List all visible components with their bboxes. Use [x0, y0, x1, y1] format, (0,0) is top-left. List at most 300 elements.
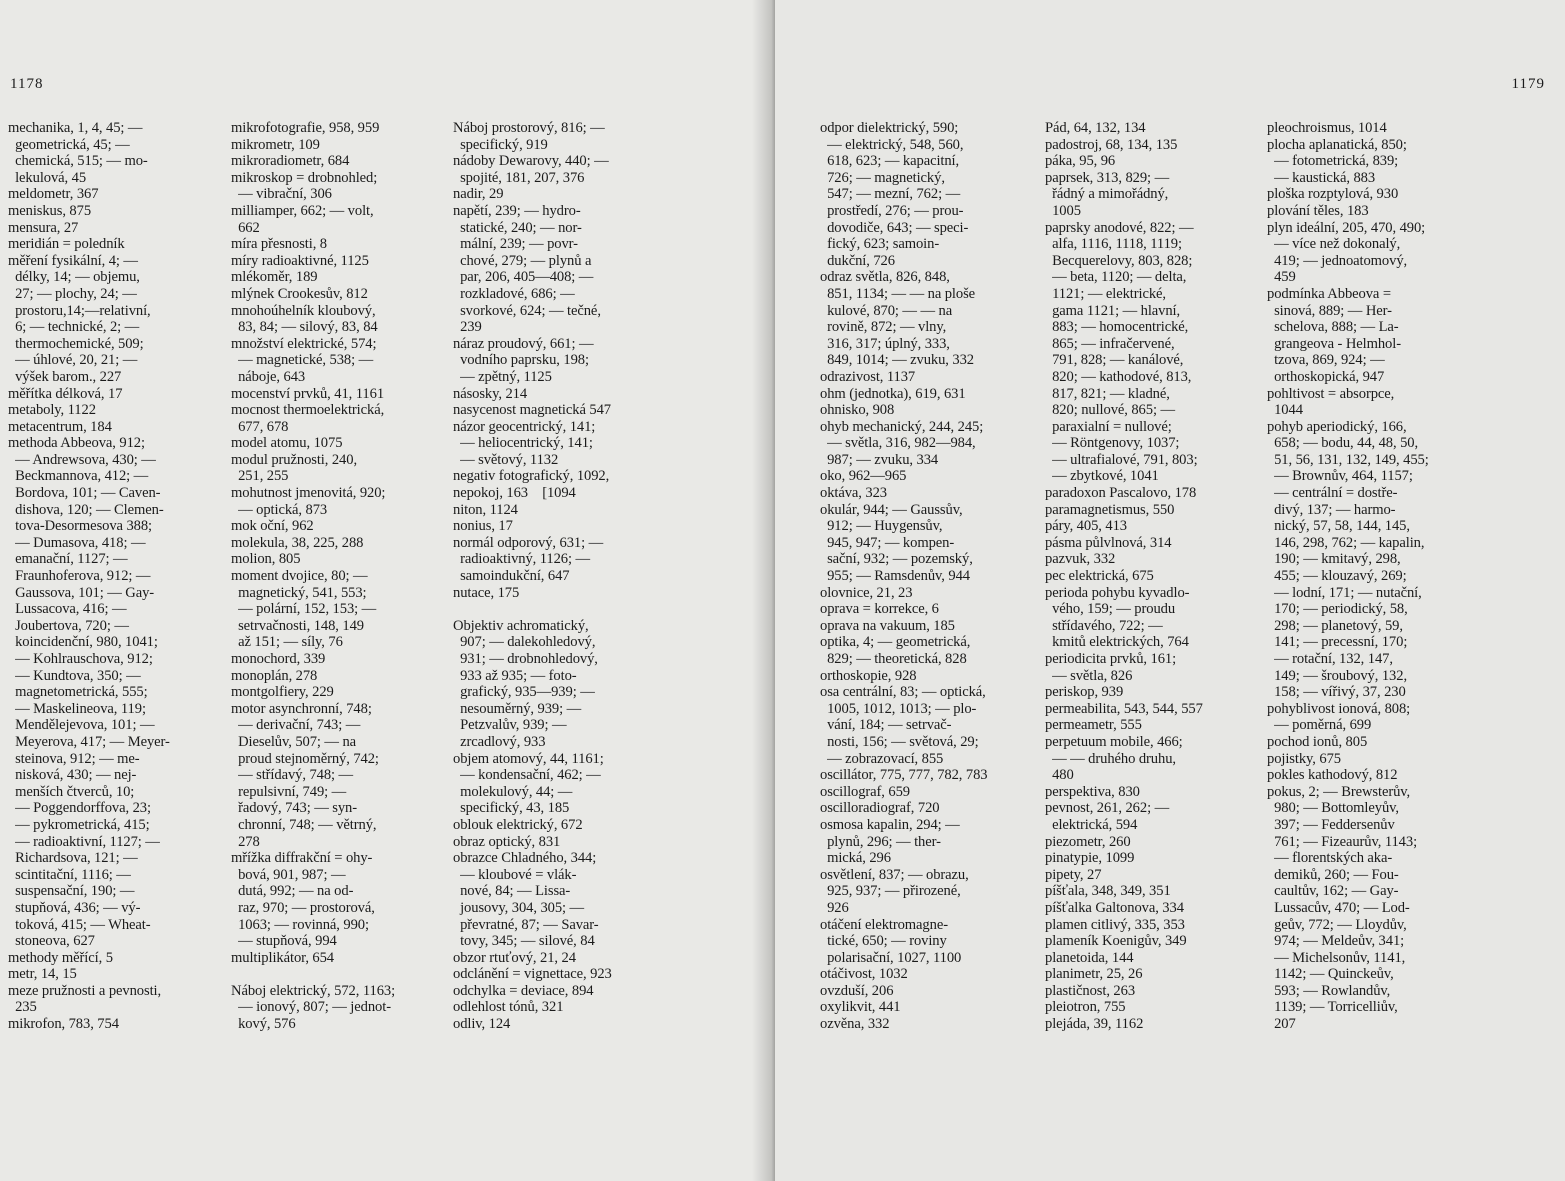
index-entry-line: metaboly, 1122	[8, 402, 96, 419]
index-entry-line: paradoxon Pascalovo, 178	[1045, 485, 1197, 502]
index-entry-line: paprsky anodové, 822; —	[1045, 219, 1194, 236]
index-entry-line: tické, 650; — roviny	[820, 933, 947, 950]
index-entry-line: pipety, 27	[1045, 866, 1102, 883]
index-entry-line: pohyb aperiodický, 166,	[1267, 418, 1407, 435]
index-entry-line: 27; — plochy, 24; —	[8, 285, 137, 302]
index-entry-line: meniskus, 875	[8, 202, 92, 219]
index-entry-line: vého, 159; — proudu	[1045, 601, 1176, 618]
index-entry-line: — fotometrická, 839;	[1267, 153, 1399, 170]
index-entry-line: osa centrální, 83; — optická,	[820, 684, 986, 701]
index-entry-line: plejáda, 39, 1162	[1045, 1016, 1144, 1033]
index-entry-line: nosti, 156; — světová, 29;	[820, 733, 979, 750]
index-entry-line: 459	[1267, 269, 1296, 286]
index-entry-line: oprava = korrekce, 6	[820, 601, 939, 618]
index-entry-line: množství elektrické, 574;	[231, 335, 377, 352]
index-entry-line: — Poggendorffova, 23;	[8, 800, 151, 817]
index-entry-line: Fraunhoferova, 912; —	[8, 568, 151, 585]
index-entry-line: pec elektrická, 675	[1045, 568, 1154, 585]
index-entry-line: názor geocentrický, 141;	[453, 418, 596, 435]
index-entry-line: — zpětný, 1125	[453, 368, 552, 385]
left-page	[0, 0, 775, 1181]
index-entry-line: stupňová, 436; — vý-	[8, 899, 141, 916]
index-entry-line: demiků, 260; — Fou-	[1267, 866, 1399, 883]
index-entry-line: Becquerelovy, 803, 828;	[1045, 252, 1193, 269]
index-entry-line: 677, 678	[231, 418, 289, 435]
index-entry-line: vodního paprsku, 198;	[453, 352, 589, 369]
index-entry-line: statické, 240; — nor-	[453, 219, 582, 236]
index-entry-line: 480	[1045, 767, 1074, 784]
index-entry-line: chemická, 515; — mo-	[8, 153, 148, 170]
index-entry-line: páka, 95, 96	[1045, 153, 1116, 170]
index-entry-line: 235	[8, 999, 37, 1016]
index-entry-line: nádoby Dewarovy, 440; —	[453, 153, 609, 170]
index-entry-line: Dieselův, 507; — na	[231, 733, 357, 750]
index-entry-line: Objektiv achromatický,	[453, 617, 589, 634]
index-entry-line: 849, 1014; — zvuku, 332	[820, 352, 974, 369]
index-entry-line: 907; — dalekohledový,	[453, 634, 596, 651]
index-column-3	[453, 120, 675, 1170]
index-entry-line: sinová, 889; — Her-	[1267, 302, 1392, 319]
index-entry-line: pohltivost = absorpce,	[1267, 385, 1395, 402]
index-entry-line: osvětlení, 837; — obrazu,	[820, 866, 969, 883]
index-entry-line: až 151; — síly, 76	[231, 634, 343, 651]
index-entry-line: metr, 14, 15	[8, 966, 77, 983]
index-entry-line: mikroradiometr, 684	[231, 153, 350, 170]
index-entry-line: 1063; — rovinná, 990;	[231, 916, 369, 933]
index-entry-line: magnetický, 541, 553;	[231, 584, 367, 601]
index-entry-line: motor asynchronní, 748;	[231, 700, 372, 717]
index-entry-line: planetoida, 144	[1045, 949, 1134, 966]
index-entry-line: spojité, 181, 207, 376	[453, 169, 585, 186]
index-entry-line: 141; — precessní, 170;	[1267, 634, 1408, 651]
right-page	[775, 0, 1565, 1181]
index-entry-line: grangeova - Helmhol-	[1267, 335, 1401, 352]
index-entry-line: střídavého, 722; —	[1045, 617, 1163, 634]
index-entry-line: 316, 317; úplný, 333,	[820, 335, 950, 352]
index-entry-line: — lodní, 171; — nutační,	[1267, 584, 1422, 601]
index-entry-line: piezometr, 260	[1045, 833, 1131, 850]
index-entry-line: 547; — mezní, 762; —	[820, 186, 961, 203]
index-entry-line: — střídavý, 748; —	[231, 767, 354, 784]
index-entry-line: rovině, 872; — vlny,	[820, 319, 947, 336]
index-entry-line: 251, 255	[231, 468, 289, 485]
index-entry-line: 618, 623; — kapacitní,	[820, 153, 960, 170]
index-entry-line: plocha aplanatická, 850;	[1267, 136, 1407, 153]
index-entry-line: 298; — planetový, 59,	[1267, 617, 1403, 634]
index-entry-line: perioda pohybu kyvadlo-	[1045, 584, 1190, 601]
index-entry-line: mensura, 27	[8, 219, 79, 236]
index-entry-line: oscilloradiograf, 720	[820, 800, 940, 817]
index-entry-line: tovy, 345; — silové, 84	[453, 933, 595, 950]
index-entry-line: náraz proudový, 661; —	[453, 335, 594, 352]
index-entry-line: elektrická, 594	[1045, 816, 1138, 833]
index-entry-line: nisková, 430; — nej-	[8, 767, 137, 784]
index-entry-line: 829; — theoretická, 828	[820, 651, 967, 667]
index-entry-line: mechanika, 1, 4, 45; —	[8, 120, 143, 136]
index-entry-line: 912; — Huygensův,	[820, 518, 943, 535]
index-entry-line: milliamper, 662; — volt,	[231, 202, 374, 219]
index-entry-line: — úhlové, 20, 21; —	[8, 352, 138, 369]
index-entry-line: 820; nullové, 865; —	[1045, 402, 1175, 419]
index-entry-line: alfa, 1116, 1118, 1119;	[1045, 236, 1182, 253]
index-entry-line: 945, 947; — kompen-	[820, 534, 955, 551]
index-entry-line: molekula, 38, 225, 288	[231, 534, 364, 551]
index-entry-line: plování těles, 183	[1267, 202, 1369, 219]
index-entry-line: fický, 623; samoin-	[820, 236, 940, 253]
index-entry-line: napětí, 239; — hydro-	[453, 202, 581, 219]
index-entry-line: meldometr, 367	[8, 186, 99, 203]
index-entry-line: 987; — zvuku, 334	[820, 451, 939, 468]
index-entry-line: negativ fotografický, 1092,	[453, 468, 610, 485]
index-entry-line: 190; — kmitavý, 298,	[1267, 551, 1401, 568]
index-entry-line: molion, 805	[231, 551, 301, 568]
index-entry-line: — Andrewsova, 430; —	[8, 451, 156, 468]
index-entry-line: ohnisko, 908	[820, 402, 895, 419]
index-entry-line: paraxialní = nullové;	[1045, 418, 1172, 435]
index-entry-line: mřížka diffrakční = ohy-	[231, 850, 373, 867]
index-entry-line: 791, 828; — kanálové,	[1045, 352, 1184, 369]
index-entry-line: paprsek, 313, 829; —	[1045, 169, 1170, 186]
index-entry-line: planimetr, 25, 26	[1045, 966, 1143, 983]
index-column-1	[8, 120, 228, 1170]
index-entry-line: koincidenční, 980, 1041;	[8, 634, 158, 651]
index-entry-line: grafický, 935—939; —	[453, 684, 595, 701]
index-entry-line: tova-Desormesova 388;	[8, 518, 153, 535]
index-entry-line: samoindukční, 647	[453, 568, 570, 585]
index-entry-line: — Röntgenovy, 1037;	[1045, 435, 1180, 452]
index-entry-line: oprava na vakuum, 185	[820, 617, 955, 634]
index-entry-line: moment dvojice, 80; —	[231, 568, 368, 585]
index-entry-line: 158; — vířivý, 37, 230	[1267, 684, 1406, 701]
index-entry-line: 149; — šroubový, 132,	[1267, 667, 1407, 684]
index-entry-line: orthoskopická, 947	[1267, 368, 1385, 385]
index-entry-line: divý, 137; — harmo-	[1267, 501, 1396, 518]
index-entry-line: míra přesnosti, 8	[231, 236, 327, 253]
index-entry-line: permeametr, 555	[1045, 717, 1142, 734]
index-entry-line: setrvačnosti, 148, 149	[231, 617, 364, 634]
index-entry-line: scintitační, 1116; —	[8, 866, 131, 883]
index-entry-line: mok oční, 962	[231, 518, 314, 535]
index-entry-line: — kondensační, 462; —	[453, 767, 601, 784]
index-entry-line: — optická, 873	[231, 501, 328, 518]
index-entry-line: Beckmannova, 412; —	[8, 468, 149, 485]
index-entry-line: — zobrazovací, 855	[820, 750, 944, 767]
index-entry-line: odchylka = deviace, 894	[453, 982, 594, 999]
index-entry-line: 593; — Rowlandův,	[1267, 982, 1391, 999]
index-entry-line: proud stejnoměrný, 742;	[231, 750, 379, 767]
index-entry-line: monoplán, 278	[231, 667, 318, 684]
index-entry-line: — rotační, 132, 147,	[1267, 651, 1393, 667]
index-entry-line: Petzvalův, 939; —	[453, 717, 567, 734]
index-entry-line: nonius, 17	[453, 518, 513, 535]
index-entry-line: pojistky, 675	[1267, 750, 1341, 767]
index-entry-line: 662	[231, 219, 260, 236]
index-entry-line: obraz optický, 831	[453, 833, 561, 850]
index-entry-line: toková, 415; — Wheat-	[8, 916, 151, 933]
index-entry-line: gama 1121; — hlavní,	[1045, 302, 1181, 319]
index-entry-line: — florentských aka-	[1267, 850, 1393, 867]
index-entry-line: 933 až 935; — foto-	[453, 667, 577, 684]
index-entry-line: pleiotron, 755	[1045, 999, 1126, 1016]
index-entry-line: 278	[231, 833, 260, 850]
index-entry-line: mikrofon, 783, 754	[8, 1016, 119, 1033]
index-entry-line: nasycenost magnetická 547	[453, 402, 611, 419]
index-entry-line: monochord, 339	[231, 651, 326, 667]
index-entry-line: odpor dielektrický, 590;	[820, 120, 959, 136]
index-entry-line: řádný a mimořádný,	[1045, 186, 1169, 203]
index-entry-line: nesouměrný, 939; —	[453, 700, 582, 717]
index-entry-line: montgolfiery, 229	[231, 684, 334, 701]
index-entry-line: jousovy, 304, 305; —	[453, 899, 585, 916]
index-entry-line: thermochemické, 509;	[8, 335, 144, 352]
index-entry-line: dovodiče, 643; — speci-	[820, 219, 969, 236]
index-entry-line: 820; — kathodové, 813,	[1045, 368, 1192, 385]
index-entry-line: multiplikátor, 654	[231, 949, 335, 966]
index-entry-line: 170; — periodický, 58,	[1267, 601, 1408, 618]
index-entry-line: 146, 298, 762; — kapalin,	[1267, 534, 1425, 551]
index-entry-line: pinatypie, 1099	[1045, 850, 1135, 867]
index-entry-line: obzor rtuťový, 21, 24	[453, 949, 576, 966]
index-entry-line: radioaktivný, 1126; —	[453, 551, 590, 568]
index-entry-line: mocenství prvků, 41, 1161	[231, 385, 385, 402]
index-entry-line: odlehlost tónů, 321	[453, 999, 564, 1016]
index-entry-line: objem atomový, 44, 1161;	[453, 750, 604, 767]
index-entry-line: mlékoměr, 189	[231, 269, 318, 286]
index-entry-line: 817, 821; — kladné,	[1045, 385, 1170, 402]
index-entry-line: Mendělejevova, 101; —	[8, 717, 155, 734]
index-entry-line: měřítka délková, 17	[8, 385, 123, 402]
index-entry-line: 239	[453, 319, 482, 336]
index-entry-line: 1005	[1045, 202, 1081, 219]
index-entry-line: oscillátor, 775, 777, 782, 783	[820, 767, 988, 784]
index-entry-line: emanační, 1127; —	[8, 551, 128, 568]
index-entry-line: ozvěna, 332	[820, 1016, 890, 1033]
index-entry-line: ohm (jednotka), 619, 631	[820, 385, 966, 402]
index-entry-line: podmínka Abbeova =	[1267, 285, 1391, 302]
index-entry-line: lekulová, 45	[8, 169, 87, 186]
index-entry-line: — Brownův, 464, 1157;	[1267, 468, 1413, 485]
index-entry-line: vání, 184; — setrvač-	[820, 717, 952, 734]
index-entry-line: — centrální = dostře-	[1267, 485, 1398, 502]
index-entry-line: Lussacova, 416; —	[8, 601, 127, 618]
index-entry-line: 865; — infračervené,	[1045, 335, 1175, 352]
index-entry-line: nové, 84; — Lissa-	[453, 883, 571, 900]
index-entry-line: steinova, 912; — me-	[8, 750, 140, 767]
index-column-6	[1267, 120, 1487, 1170]
index-entry-line: ploška rozptylová, 930	[1267, 186, 1399, 203]
index-entry-line: — více než dokonalý,	[1267, 236, 1401, 253]
index-entry-line: — pykrometrická, 415;	[8, 816, 150, 833]
index-entry-line: nický, 57, 58, 144, 145,	[1267, 518, 1410, 535]
index-entry-line: plastičnost, 263	[1045, 982, 1136, 999]
index-entry-line: kový, 576	[231, 1016, 296, 1033]
index-entry-line: okulár, 944; — Gaussův,	[820, 501, 963, 518]
index-entry-line: — zbytkové, 1041	[1045, 468, 1159, 485]
index-entry-line: Joubertova, 720; —	[8, 617, 129, 634]
index-entry-line: chronní, 748; — větrný,	[231, 816, 377, 833]
index-entry-line: 931; — drobnohledový,	[453, 651, 598, 667]
index-entry-line: 726; — magnetický,	[820, 169, 945, 186]
index-entry-line: osmosa kapalin, 294; —	[820, 816, 960, 833]
index-entry-line: 1005, 1012, 1013; — plo-	[820, 700, 977, 717]
index-entry-line: nutace, 175	[453, 584, 520, 601]
index-entry-line: 925, 937; — přirozené,	[820, 883, 961, 900]
index-entry-line: paramagnetismus, 550	[1045, 501, 1175, 518]
index-entry-line: normál odporový, 631; —	[453, 534, 604, 551]
page-number-right: 1179	[1511, 76, 1545, 92]
index-column-2	[231, 120, 446, 1170]
index-entry-line: 1121; — elektrické,	[1045, 285, 1166, 302]
index-entry-line: — kaustická, 883	[1267, 169, 1376, 186]
index-entry-line: prostředí, 276; — prou-	[820, 202, 964, 219]
index-entry-line: — světla, 826	[1045, 667, 1133, 684]
index-entry-line: mohutnost jmenovitá, 920;	[231, 485, 386, 502]
index-entry-line: methoda Abbeova, 912;	[8, 435, 145, 452]
index-entry-line: 761; — Fizeaurův, 1143;	[1267, 833, 1418, 850]
index-entry-line: násosky, 214	[453, 385, 528, 402]
index-entry-line: — ultrafialové, 791, 803;	[1045, 451, 1198, 468]
index-entry-line: — Dumasova, 418; —	[8, 534, 146, 551]
index-entry-line: odclánění = vignettace, 923	[453, 966, 612, 983]
index-entry-line: pleochroismus, 1014	[1267, 120, 1387, 136]
index-entry-line: 851, 1134; — — na ploše	[820, 285, 976, 302]
index-entry-line: 658; — bodu, 44, 48, 50,	[1267, 435, 1419, 452]
index-entry-line: pokus, 2; — Brewsterův,	[1267, 783, 1411, 800]
index-entry-line: odraz světla, 826, 848,	[820, 269, 950, 286]
index-entry-line: 83, 84; — silový, 83, 84	[231, 319, 378, 336]
index-entry-line: mocnost thermoelektrická,	[231, 402, 385, 419]
index-entry-line: polarisační, 1027, 1100	[820, 949, 962, 966]
index-entry-line: 974; — Meldeův, 341;	[1267, 933, 1405, 950]
index-entry-line: odrazivost, 1137	[820, 368, 916, 385]
index-entry-line: — světla, 316, 982—984,	[820, 435, 976, 452]
index-entry-line: řadový, 743; — syn-	[231, 800, 357, 817]
index-entry-line: geometrická, 45; —	[8, 136, 130, 153]
index-entry-line: oxylikvit, 441	[820, 999, 901, 1016]
index-entry-line: bová, 901, 987; —	[231, 866, 346, 883]
index-entry-line: suspensační, 190; —	[8, 883, 135, 900]
index-entry-line: — heliocentrický, 141;	[453, 435, 593, 452]
index-entry-line: 455; — klouzavý, 269;	[1267, 568, 1407, 585]
index-entry-line: metacentrum, 184	[8, 418, 112, 435]
index-entry-line: orthoskopie, 928	[820, 667, 917, 684]
index-entry-line: perpetuum mobile, 466;	[1045, 733, 1183, 750]
index-column-4	[820, 120, 1042, 1170]
index-entry-line: specifický, 43, 185	[453, 800, 570, 817]
index-entry-line: Richardsova, 121; —	[8, 850, 138, 867]
index-entry-line: — beta, 1120; — delta,	[1045, 269, 1187, 286]
index-entry-line: Pád, 64, 132, 134	[1045, 120, 1146, 136]
index-entry-line: — magnetické, 538; —	[231, 352, 374, 369]
index-entry-line: stoneova, 627	[8, 933, 95, 950]
index-entry-line: 397; — Feddersenův	[1267, 816, 1395, 833]
index-entry-line: pokles kathodový, 812	[1267, 767, 1398, 784]
index-entry-line: mikrometr, 109	[231, 136, 320, 153]
index-entry-line: plynů, 296; — ther-	[820, 833, 941, 850]
index-entry-line: 980; — Bottomleyův,	[1267, 800, 1399, 817]
index-entry-line: délky, 14; — objemu,	[8, 269, 140, 286]
index-entry-line: — Kohlrauschova, 912;	[8, 651, 153, 667]
index-entry-line: mická, 296	[820, 850, 891, 867]
index-entry-line: model atomu, 1075	[231, 435, 343, 452]
index-entry-line: — elektrický, 548, 560,	[820, 136, 964, 153]
index-entry-line: mikrofotografie, 958, 959	[231, 120, 380, 136]
index-entry-line: plamen citlivý, 335, 353	[1045, 916, 1185, 933]
index-entry-line: — radioaktivní, 1127; —	[8, 833, 160, 850]
index-entry-line: otáčení elektromagne-	[820, 916, 948, 933]
index-entry-line: odliv, 124	[453, 1016, 511, 1033]
index-entry-line: kmitů elektrických, 764	[1045, 634, 1189, 651]
index-entry-line: dishova, 120; — Clemen-	[8, 501, 164, 518]
index-entry-line: zrcadlový, 933	[453, 733, 546, 750]
index-entry-line: menších čtverců, 10;	[8, 783, 135, 800]
index-entry-line: sační, 932; — pozemský,	[820, 551, 973, 568]
index-entry-line: meridián = poledník	[8, 236, 125, 253]
index-entry-line: dutá, 992; — na od-	[231, 883, 354, 900]
index-entry-line: plameník Koenigův, 349	[1045, 933, 1187, 950]
index-entry-line: ohyb mechanický, 244, 245;	[820, 418, 984, 435]
index-entry-line: mální, 239; — povr-	[453, 236, 578, 253]
index-entry-line: — Kundtova, 350; —	[8, 667, 141, 684]
index-entry-line: schelova, 888; — La-	[1267, 319, 1399, 336]
index-entry-line: — kloubové = vlák-	[453, 866, 577, 883]
index-entry-line: molekulový, 44; —	[453, 783, 573, 800]
index-entry-line: oblouk elektrický, 672	[453, 816, 583, 833]
index-entry-line: pevnost, 261, 262; —	[1045, 800, 1170, 817]
index-entry-line: Náboj prostorový, 816; —	[453, 120, 605, 136]
index-entry-line: olovnice, 21, 23	[820, 584, 913, 601]
index-entry-line: meze pružnosti a pevnosti,	[8, 982, 162, 999]
index-entry-line: raz, 970; — prostorová,	[231, 899, 375, 916]
index-entry-line: pohyblivost ionová, 808;	[1267, 700, 1411, 717]
index-entry-line: Náboj elektrický, 572, 1163;	[231, 982, 396, 999]
index-entry-line: Lussacův, 470; — Lod-	[1267, 899, 1410, 916]
index-entry-line	[453, 601, 675, 618]
index-entry-line: — derivační, 743; —	[231, 717, 361, 734]
index-entry-line: 955; — Ramsdenův, 944	[820, 568, 970, 585]
index-entry-line: periodicita prvků, 161;	[1045, 651, 1177, 667]
index-entry-line: optika, 4; — geometrická,	[820, 634, 971, 651]
index-entry-line: píšťalka Galtonova, 334	[1045, 899, 1184, 916]
index-entry-line: — Michelsonův, 1141,	[1267, 949, 1406, 966]
index-entry-line: 883; — homocentrické,	[1045, 319, 1189, 336]
index-entry-line: 51, 56, 131, 132, 149, 455;	[1267, 451, 1429, 468]
index-entry-line: magnetometrická, 555;	[8, 684, 148, 701]
page-number-left: 1178	[10, 76, 44, 92]
index-entry-line: repulsivní, 749; —	[231, 783, 347, 800]
index-entry-line: nadir, 29	[453, 186, 504, 203]
index-column-5	[1045, 120, 1260, 1170]
index-entry-line: — světový, 1132	[453, 451, 559, 468]
index-entry-line: 6; — technické, 2; —	[8, 319, 140, 336]
index-entry-line: geův, 772; — Lloydův,	[1267, 916, 1407, 933]
index-entry-line	[231, 966, 446, 983]
index-entry-line: — Maskelineova, 119;	[8, 700, 146, 717]
index-entry-line: páry, 405, 413	[1045, 518, 1127, 535]
index-entry-line: caultův, 162; — Gay-	[1267, 883, 1399, 900]
index-entry-line: pazvuk, 332	[1045, 551, 1116, 568]
index-entry-line: niton, 1124	[453, 501, 518, 518]
index-entry-line: — stupňová, 994	[231, 933, 337, 950]
index-entry-line: pásma půlvlnová, 314	[1045, 534, 1172, 551]
index-entry-line: tzova, 869, 924; —	[1267, 352, 1385, 369]
index-entry-line: — ionový, 807; — jednot-	[231, 999, 391, 1016]
index-entry-line: náboje, 643	[231, 368, 306, 385]
index-entry-line: mnohoúhelník kloubový,	[231, 302, 376, 319]
index-entry-line: kulové, 870; — — na	[820, 302, 953, 319]
index-entry-line: 926	[820, 899, 849, 916]
index-entry-line: 419; — jednoatomový,	[1267, 252, 1408, 269]
